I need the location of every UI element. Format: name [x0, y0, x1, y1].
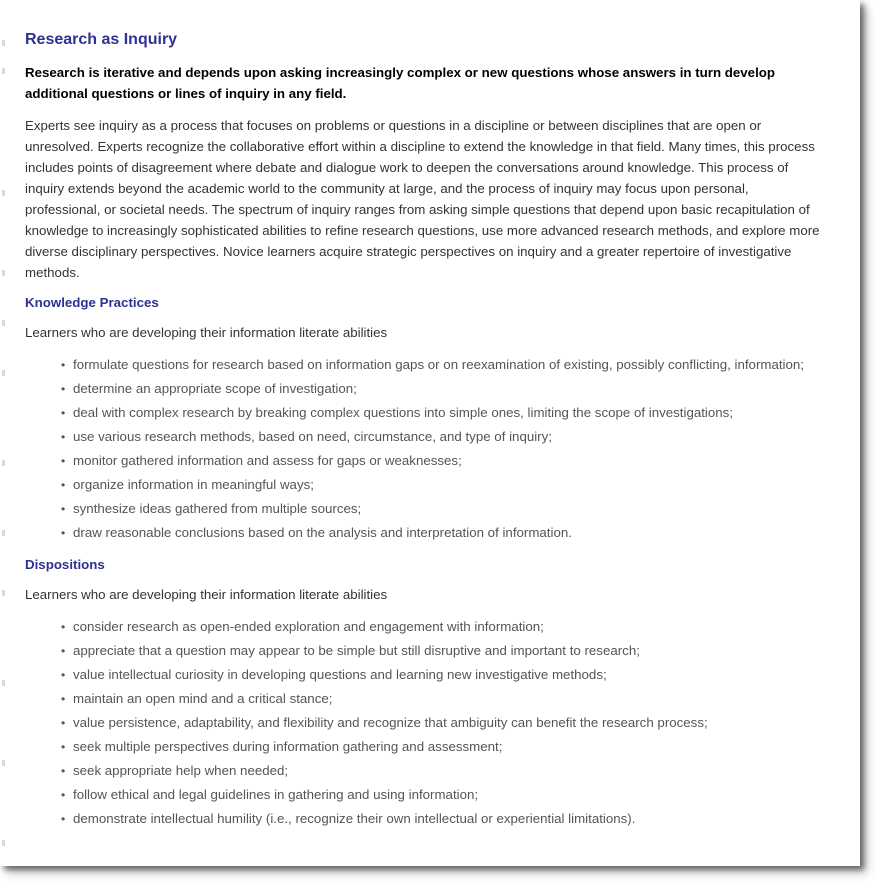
bullet-icon: • [61, 788, 66, 802]
list-item: • organize information in meaningful ways; [73, 473, 825, 497]
bullet-icon: • [61, 620, 66, 634]
bullet-icon: • [61, 430, 66, 444]
bullet-icon: • [61, 764, 66, 778]
dispositions-list [25, 615, 825, 831]
knowledge-practices-heading: Knowledge Practices [25, 295, 159, 310]
list-item: • monitor gathered information and assess for gaps or weaknesses; [73, 449, 825, 473]
list-item: • consider research as open-ended exploration and engagement with information; [73, 615, 825, 639]
list-item: • determine an appropriate scope of investigation; [73, 377, 825, 401]
list-item: • value intellectual curiosity in developing questions and learning new investigative methods; [73, 663, 825, 687]
list-item: • deal with complex research by breaking complex questions into simple ones, limiting the scope of investigations; [73, 401, 825, 425]
list-item: • demonstrate intellectual humility (i.e., recognize their own intellectual or experiential limitations). [73, 807, 825, 831]
bullet-icon: • [61, 692, 66, 706]
bullet-icon: • [61, 358, 66, 372]
dispositions-heading: Dispositions [25, 557, 105, 572]
bullet-icon: • [61, 382, 66, 396]
bullet-icon: • [61, 716, 66, 730]
bullet-icon: • [61, 740, 66, 754]
list-item: • seek multiple perspectives during information gathering and assessment; [73, 735, 825, 759]
list-item: • synthesize ideas gathered from multiple sources; [73, 497, 825, 521]
list-item: • draw reasonable conclusions based on the analysis and interpretation of information. [73, 521, 825, 545]
bullet-icon: • [61, 502, 66, 516]
list-item: • value persistence, adaptability, and flexibility and recognize that ambiguity can benefit the research process; [73, 711, 825, 735]
list-item: • follow ethical and legal guidelines in gathering and using information; [73, 783, 825, 807]
list-item: • formulate questions for research based on information gaps or on reexamination of existing, possibly conflicting, information; [73, 353, 825, 377]
list-item: • appreciate that a question may appear to be simple but still disruptive and important to research; [73, 639, 825, 663]
bullet-icon: • [61, 526, 66, 540]
bullet-icon: • [61, 454, 66, 468]
page-title: Research as Inquiry [25, 31, 178, 48]
description-paragraph: Experts see inquiry as a process that focuses on problems or questions in a discipline or between disciplines that are open or unresolved. Experts recognize the collaborative effort within a discipline to extend the knowledge in that field. Many times, this process includes points of disagreement where debate and dialogue work to deepen the conversations around knowledge. This process of inquiry extends beyond the academic world to the community at large, and the process of inquiry may focus upon personal, professional, or societal needs. The spectrum of inquiry ranges from asking simple questions that depend upon basic recapitulation of knowledge to increasingly sophisticated abilities to refine research questions, use more advanced research methods, and explore more diverse disciplinary perspectives. Novice learners acquire strategic perspectives on inquiry and a greater repertoire of investigative methods. [25, 118, 820, 280]
bullet-icon: • [61, 668, 66, 682]
bullet-icon: • [61, 644, 66, 658]
list-item: • seek appropriate help when needed; [73, 759, 825, 783]
list-item: • maintain an open mind and a critical stance; [73, 687, 825, 711]
bullet-icon: • [61, 478, 66, 492]
edge-artifacts [2, 0, 10, 866]
article [25, 29, 825, 840]
knowledge-practices-lead: Learners who are developing their information literate abilities [25, 325, 388, 340]
intro-statement: Research is iterative and depends upon asking increasingly complex or new questions whose answers in turn develop additional questions or lines of inquiry in any field. [25, 65, 776, 101]
bullet-icon: • [61, 812, 66, 826]
dispositions-lead: Learners who are developing their information literate abilities [25, 587, 388, 602]
bullet-icon: • [61, 406, 66, 420]
knowledge-practices-list [25, 353, 825, 545]
list-item: • use various research methods, based on need, circumstance, and type of inquiry; [73, 425, 825, 449]
